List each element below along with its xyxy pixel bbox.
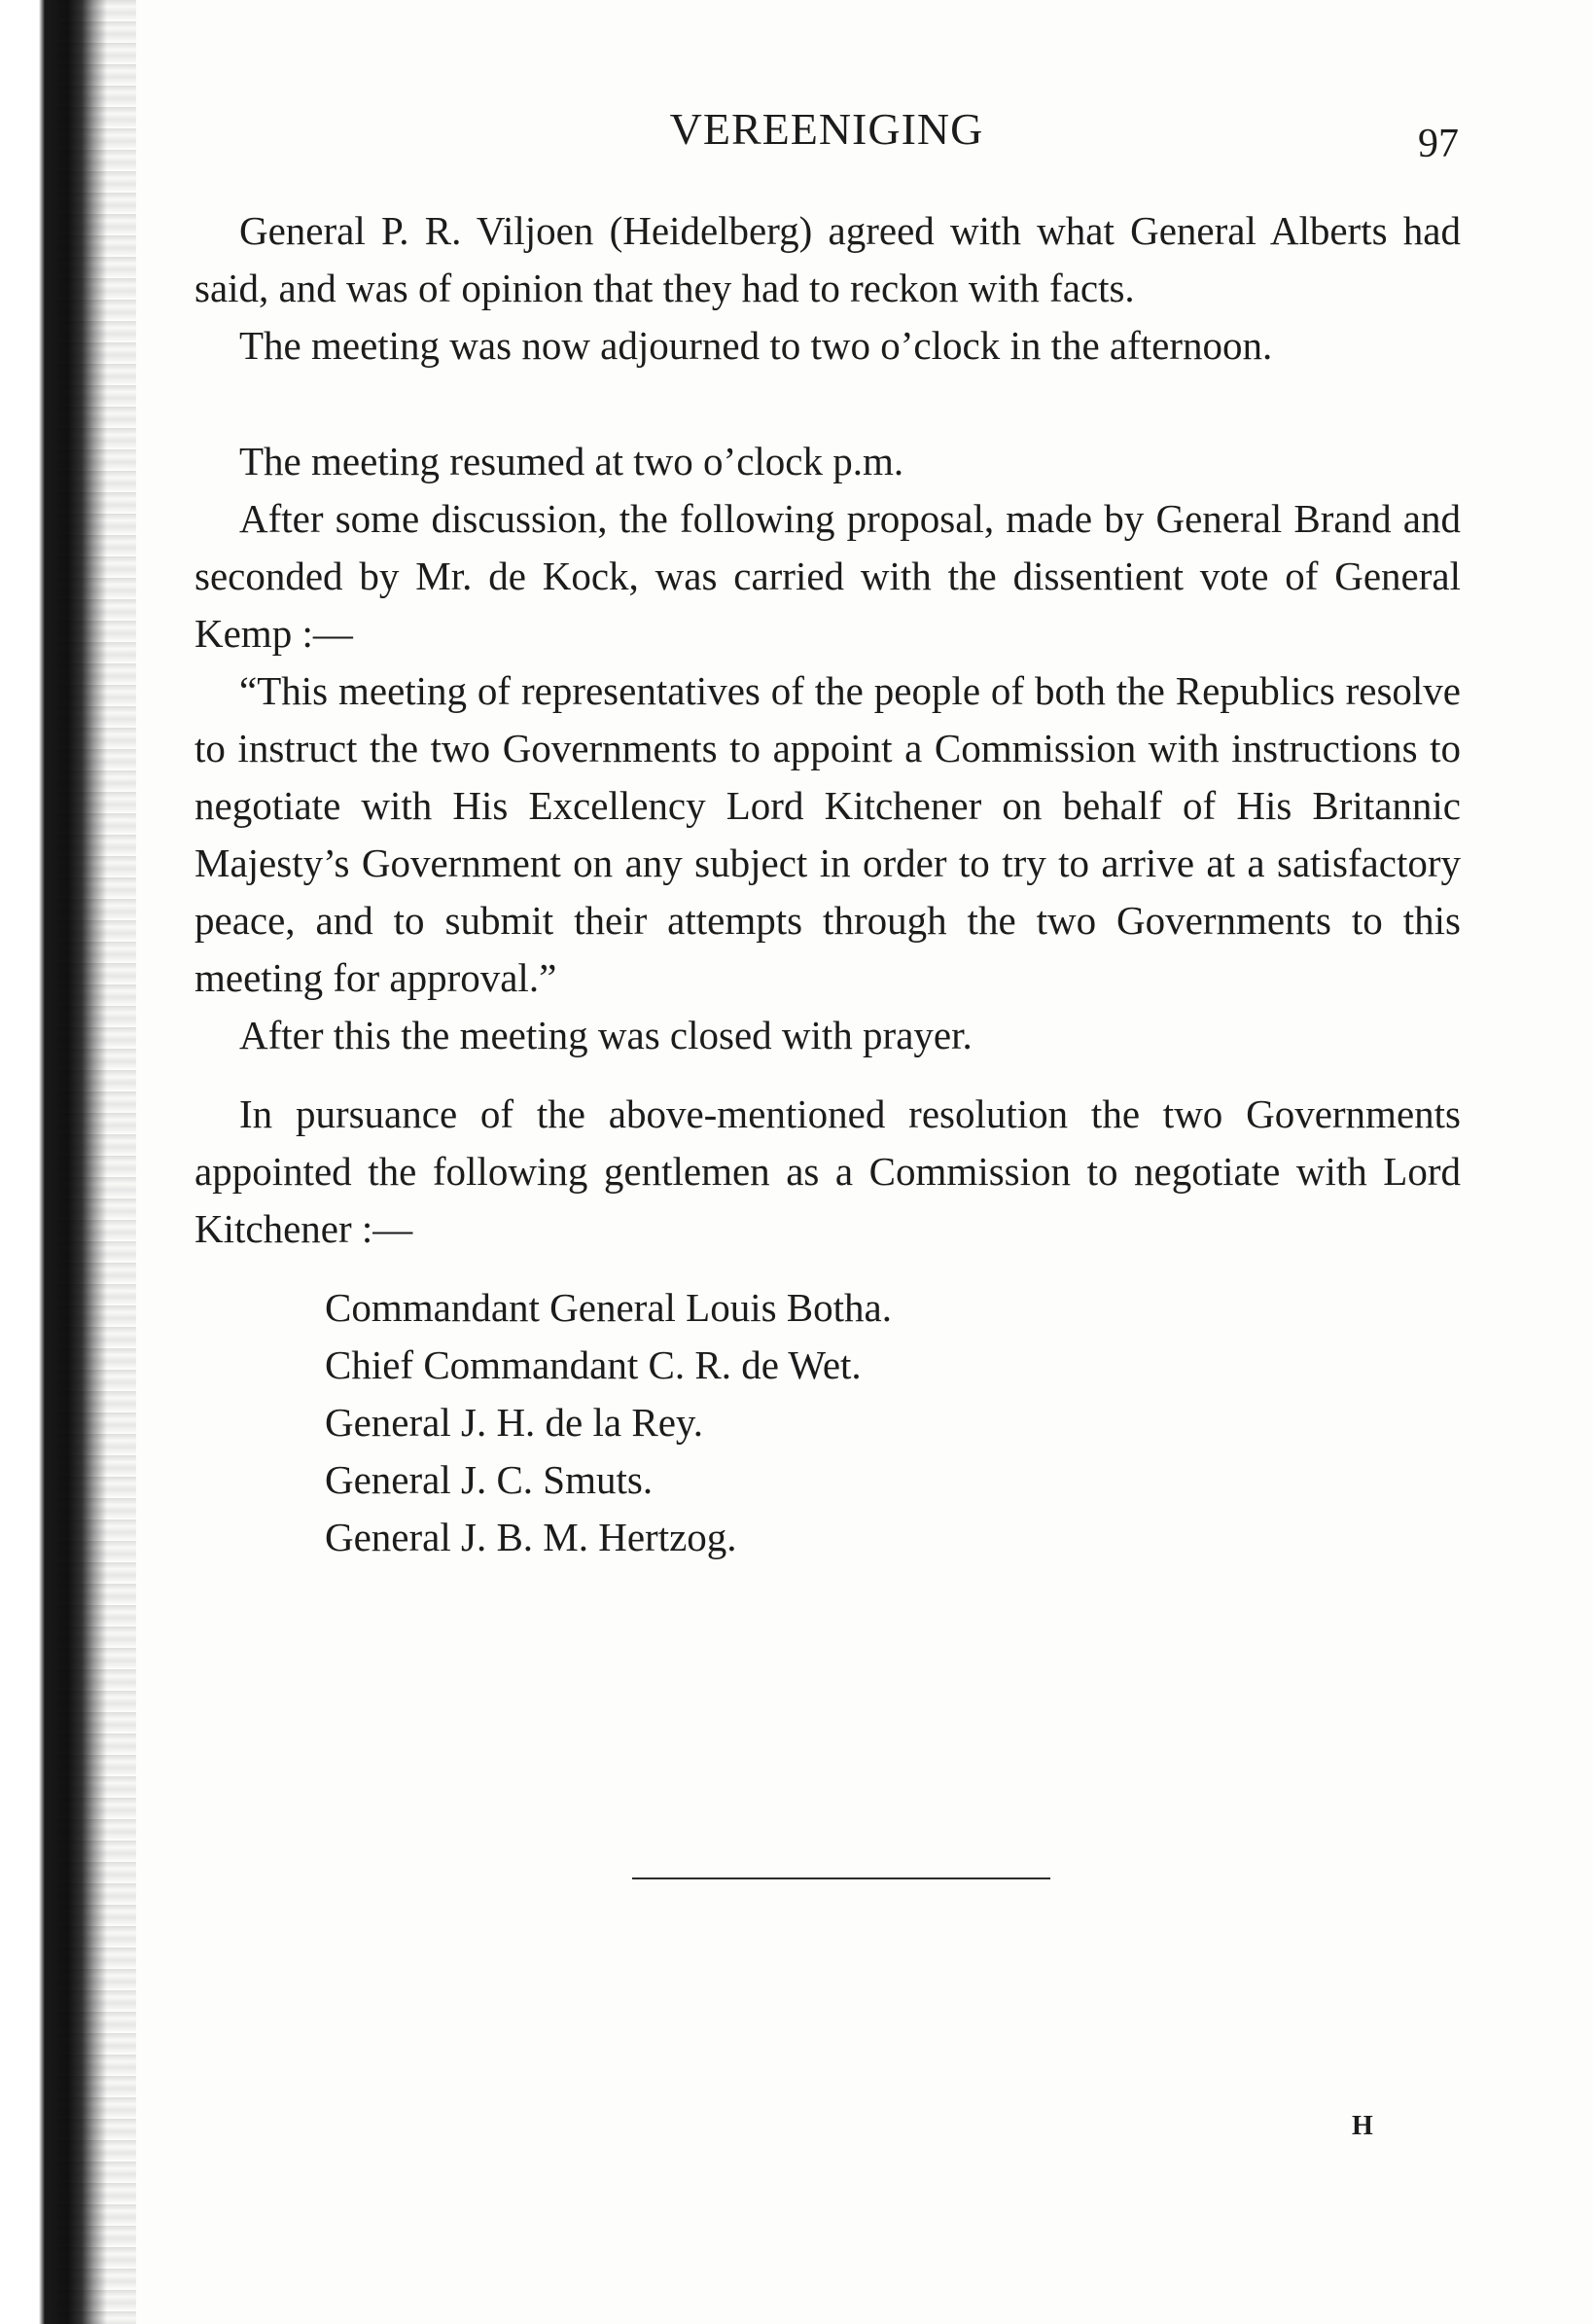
list-item: General J. C. Smuts. xyxy=(325,1457,654,1502)
running-title: VEREENIGING xyxy=(669,104,984,154)
paragraph-viljoen: General P. R. Viljoen (Heidelberg) agreed with what General Alberts had said, and was of opinion that they had to reckon with facts. xyxy=(195,208,1461,310)
section-rule xyxy=(632,1877,1050,1879)
list-item: General J. H. de la Rey. xyxy=(325,1400,703,1445)
paragraph-proposal: After some discussion, the following proposal, made by General Brand and seconded by Mr. de Kock, was carried with the dissentient vote of General Kemp :— xyxy=(195,496,1461,656)
list-item: Chief Commandant C. R. de Wet. xyxy=(325,1342,862,1387)
paragraph-resumed: The meeting resumed at two o’clock p.m. xyxy=(239,439,904,483)
running-head xyxy=(195,103,1459,166)
commission-list xyxy=(195,1279,1461,1566)
page-number: 97 xyxy=(1418,122,1459,166)
signature-mark: H xyxy=(1352,2111,1373,2141)
body-text xyxy=(195,202,1461,1566)
list-item: General J. B. M. Hertzog. xyxy=(325,1515,737,1559)
paragraph-resolution-quote: “This meeting of representatives of the people of both the Republics resolve to instruct the two Governments to appoint a Commission with instructions to negotiate with His Excellency Lord Kitchener on behalf of His Britannic Majesty’s Government on any subject in order to try to arrive at a satisfactory peace, and to submit their attempts through the two Governments to this meeting for approval.” xyxy=(195,668,1461,1000)
paragraph-pursuance: In pursuance of the above-mentioned resolution the two Governments appointed the following gentlemen as a Commission to negotiate with Lord Kitchener :— xyxy=(195,1091,1461,1251)
paragraph-closed-prayer: After this the meeting was closed with prayer. xyxy=(239,1013,973,1057)
list-item: Commandant General Louis Botha. xyxy=(325,1285,892,1330)
binding-shadow xyxy=(58,0,136,2324)
paragraph-adjourned: The meeting was now adjourned to two o’clock in the afternoon. xyxy=(239,323,1273,368)
